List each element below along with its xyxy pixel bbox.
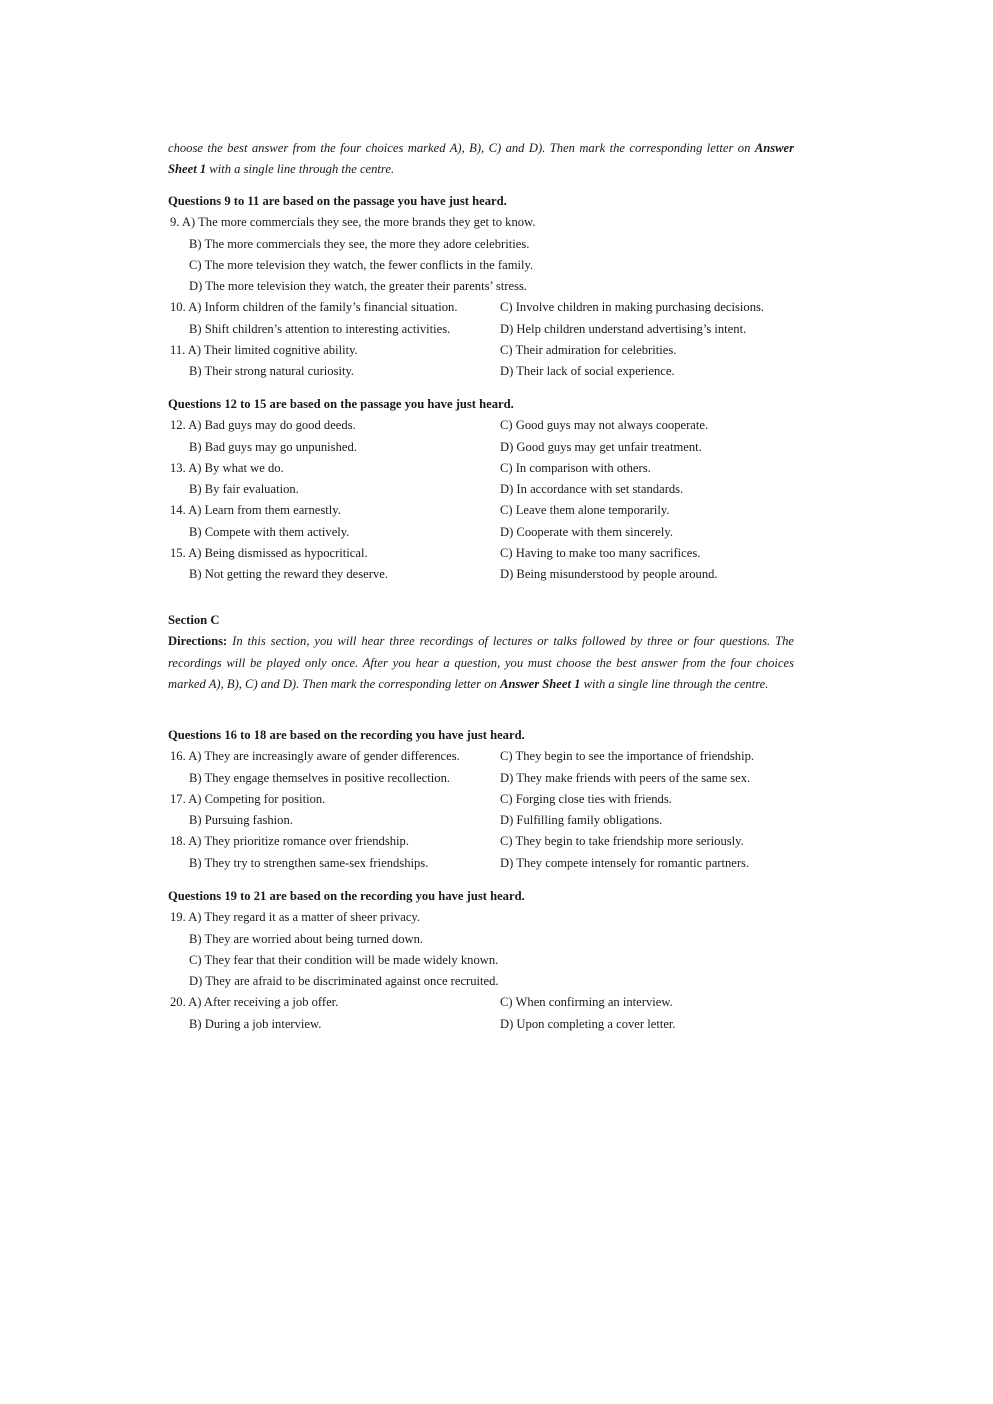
question-15-row-2: B) Not getting the reward they deserve. D) Being misunderstood by people around. bbox=[189, 567, 718, 582]
question-9-option-a: 9. A) The more commercials they see, the more brands they get to know. bbox=[170, 215, 536, 230]
question-13-row-1: 13. A) By what we do. C) In comparison with others. bbox=[170, 460, 651, 475]
question-group-12-15 bbox=[168, 394, 794, 586]
directions-text-part2: with a single line through the centre. bbox=[583, 676, 769, 691]
question-10-row-2: B) Shift children’s attention to interesting activities. D) Help children understand advertising’s intent. bbox=[189, 321, 747, 336]
question-15-row-1: 15. A) Being dismissed as hypocritical. C) Having to make too many sacrifices. bbox=[170, 546, 701, 561]
question-18-row-2: B) They try to strengthen same-sex friendships. D) They compete intensely for romantic partners. bbox=[189, 855, 750, 870]
question-20-row-2: B) During a job interview. D) Upon completing a cover letter. bbox=[189, 1016, 676, 1031]
section-c-directions bbox=[168, 631, 794, 695]
group-heading: Questions 12 to 15 are based on the passage you have just heard. bbox=[168, 397, 514, 411]
question-group-9-11 bbox=[168, 191, 794, 383]
question-14-row-2: B) Compete with them actively. D) Cooperate with them sincerely. bbox=[189, 524, 673, 539]
question-13-row-2: B) By fair evaluation. D) In accordance with set standards. bbox=[189, 482, 684, 497]
group-heading: Questions 9 to 11 are based on the passage you have just heard. bbox=[168, 194, 507, 208]
question-9-option-c: C) The more television they watch, the fewer conflicts in the family. bbox=[189, 257, 534, 272]
section-c-title: Section C bbox=[168, 613, 220, 627]
directions-text-part1: In this section, you will hear three recordings of lectures or talks followed by three or four questions. The recordings will be played only once. After you hear a question, you must choose the best answer from the four choices marked A), B), C) and D). Then mark the corresponding letter on bbox=[168, 634, 794, 691]
directions-label: Directions: bbox=[168, 634, 228, 649]
group-heading: Questions 19 to 21 are based on the recording you have just heard. bbox=[168, 889, 525, 903]
question-12-row-2: B) Bad guys may go unpunished. D) Good guys may get unfair treatment. bbox=[189, 439, 702, 454]
question-9-option-b: B) The more commercials they see, the more they adore celebrities. bbox=[189, 236, 530, 251]
question-10-row-1: 10. A) Inform children of the family’s financial situation. C) Involve children in making purchasing decisions. bbox=[170, 300, 765, 315]
intro-answer-sheet: Answer Sheet 1 bbox=[168, 141, 795, 177]
question-19-option-a: 19. A) They regard it as a matter of sheer privacy. bbox=[170, 910, 421, 925]
question-12-row-1: 12. A) Bad guys may do good deeds. C) Good guys may not always cooperate. bbox=[170, 418, 709, 433]
question-11-row-2: B) Their strong natural curiosity. D) Their lack of social experience. bbox=[189, 364, 675, 379]
group-heading: Questions 16 to 18 are based on the recording you have just heard. bbox=[168, 728, 525, 742]
question-17-row-1: 17. A) Competing for position. C) Forging close ties with friends. bbox=[170, 791, 672, 806]
directions-answer-sheet: Answer Sheet 1 bbox=[499, 676, 581, 691]
question-group-19-21 bbox=[168, 886, 794, 1035]
section-c bbox=[168, 610, 794, 695]
intro-directions bbox=[168, 138, 794, 181]
intro-text-part2: with a single line through the centre. bbox=[209, 162, 395, 177]
question-14-row-1: 14. A) Learn from them earnestly. C) Leave them alone temporarily. bbox=[170, 503, 670, 518]
question-19-option-b: B) They are worried about being turned down. bbox=[189, 931, 424, 946]
question-16-row-2: B) They engage themselves in positive recollection. D) They make friends with peers of the same sex. bbox=[189, 770, 751, 785]
question-18-row-1: 18. A) They prioritize romance over friendship. C) They begin to take friendship more seriously. bbox=[170, 834, 744, 849]
question-19-option-d: D) They are afraid to be discriminated against once recruited. bbox=[189, 974, 499, 989]
question-16-row-1: 16. A) They are increasingly aware of gender differences. C) They begin to see the importance of friendship. bbox=[170, 749, 755, 764]
question-20-row-1: 20. A) After receiving a job offer. C) When confirming an interview. bbox=[170, 995, 673, 1010]
question-19-option-c: C) They fear that their condition will be made widely known. bbox=[189, 952, 499, 967]
question-9-option-d: D) The more television they watch, the greater their parents’ stress. bbox=[189, 279, 528, 294]
intro-text-part1: choose the best answer from the four choices marked A), B), C) and D). Then mark the corresponding letter on bbox=[168, 141, 751, 155]
question-group-16-18 bbox=[168, 725, 794, 874]
question-11-row-1: 11. A) Their limited cognitive ability. C) Their admiration for celebrities. bbox=[170, 343, 677, 358]
question-17-row-2: B) Pursuing fashion. D) Fulfilling family obligations. bbox=[189, 813, 663, 828]
